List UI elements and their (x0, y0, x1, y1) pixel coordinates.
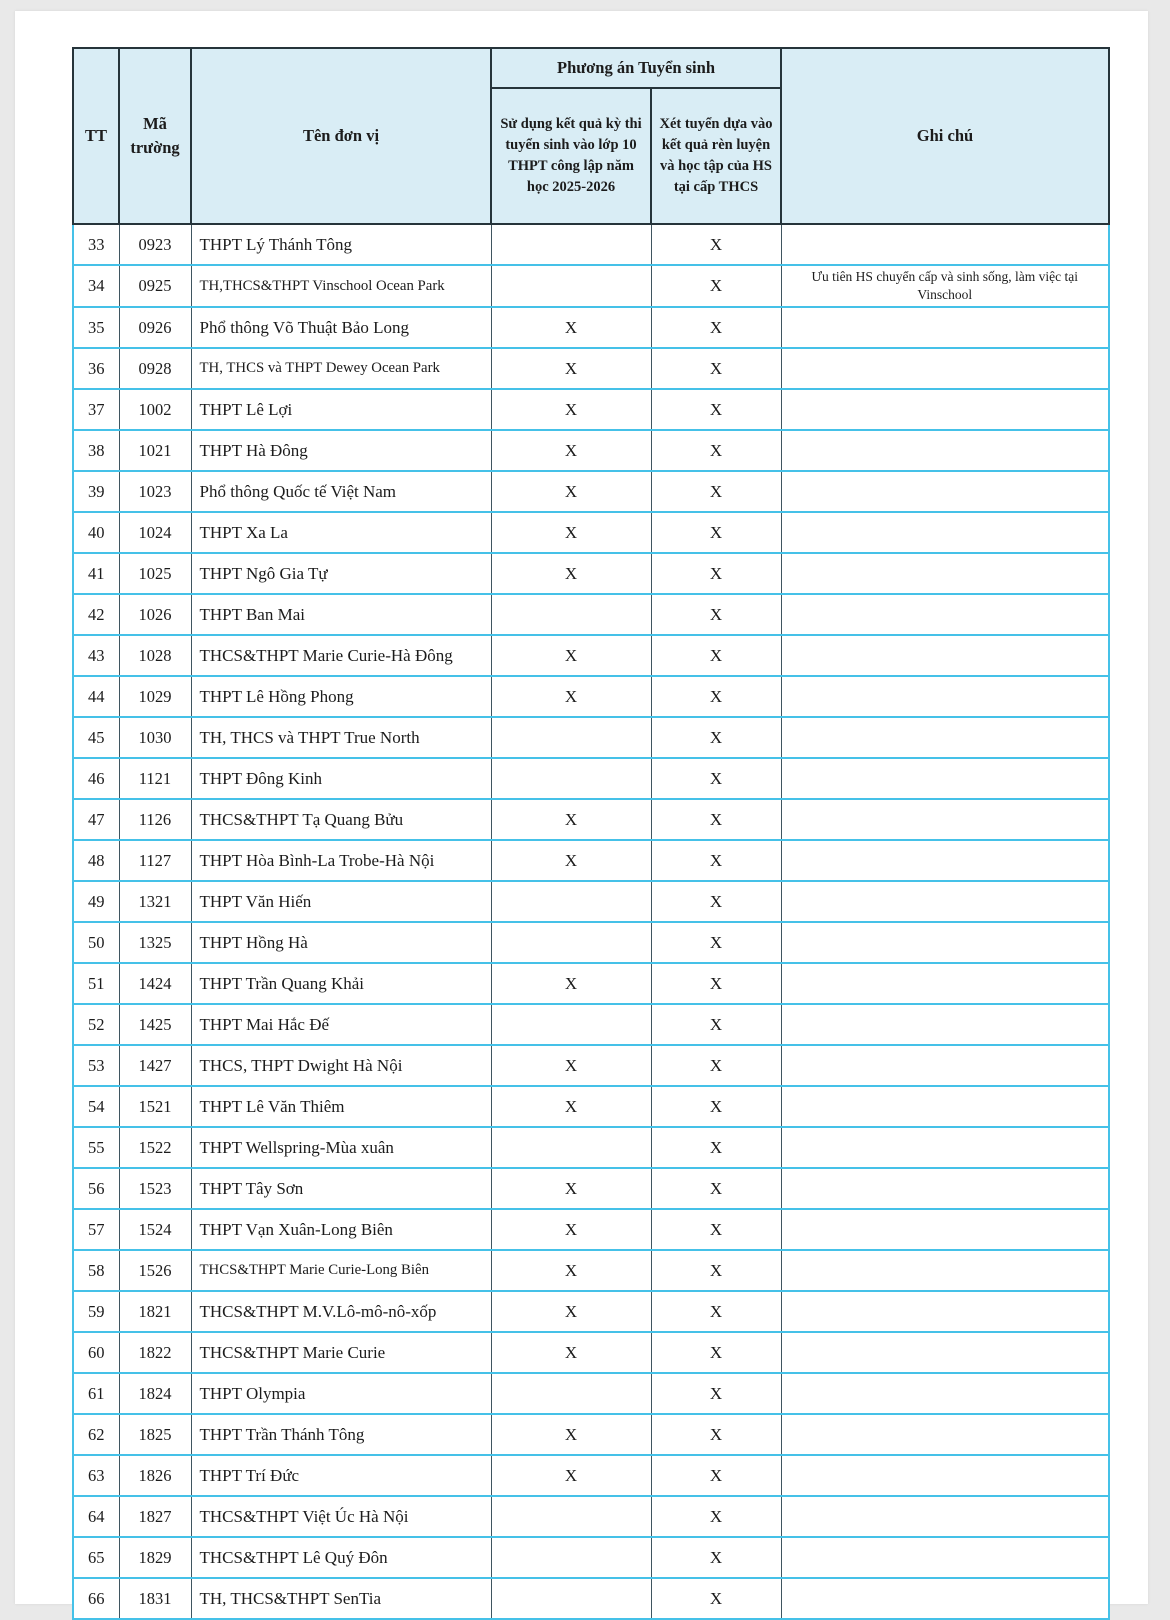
exam-mark-cell: X (491, 307, 651, 348)
school-code-cell: 1523 (119, 1168, 191, 1209)
table-row (73, 635, 1109, 676)
exam-mark-cell (491, 717, 651, 758)
exam-mark-cell: X (491, 512, 651, 553)
row-number-cell: 61 (73, 1373, 119, 1414)
row-number-cell: 41 (73, 553, 119, 594)
exam-mark-cell: X (491, 348, 651, 389)
review-mark-cell: X (651, 635, 781, 676)
school-name-cell: THPT Hà Đông (191, 430, 491, 471)
row-number-cell: 43 (73, 635, 119, 676)
school-code-cell: 1827 (119, 1496, 191, 1537)
school-name-cell: THPT Lê Hồng Phong (191, 676, 491, 717)
note-cell: Ưu tiên HS chuyển cấp và sinh sống, làm việc tại Vinschool (781, 265, 1109, 307)
table-row (73, 348, 1109, 389)
review-mark-cell: X (651, 1004, 781, 1045)
school-code-cell: 1522 (119, 1127, 191, 1168)
exam-mark-cell: X (491, 840, 651, 881)
table-row (73, 1578, 1109, 1619)
exam-mark-cell: X (491, 1291, 651, 1332)
exam-mark-cell: X (491, 553, 651, 594)
table-row (73, 1537, 1109, 1578)
school-name-cell: THPT Lê Văn Thiêm (191, 1086, 491, 1127)
table-row (73, 471, 1109, 512)
table-row (73, 553, 1109, 594)
row-number-cell: 64 (73, 1496, 119, 1537)
school-code-cell: 1821 (119, 1291, 191, 1332)
row-number-cell: 35 (73, 307, 119, 348)
review-mark-cell: X (651, 1209, 781, 1250)
table-row (73, 265, 1109, 307)
school-code-cell: 1425 (119, 1004, 191, 1045)
school-code-cell: 1002 (119, 389, 191, 430)
school-name-cell: THCS&THPT Marie Curie-Long Biên (191, 1250, 491, 1291)
school-code-cell: 1427 (119, 1045, 191, 1086)
row-number-cell: 38 (73, 430, 119, 471)
note-cell (781, 881, 1109, 922)
header-admission-group: Phương án Tuyển sinh (491, 48, 781, 88)
review-mark-cell: X (651, 389, 781, 430)
table-row (73, 389, 1109, 430)
school-code-cell: 0928 (119, 348, 191, 389)
school-name-cell: THCS&THPT Tạ Quang Bửu (191, 799, 491, 840)
table-row (73, 1209, 1109, 1250)
school-name-cell: THPT Lý Thánh Tông (191, 224, 491, 265)
note-cell (781, 307, 1109, 348)
header-note: Ghi chú (781, 48, 1109, 224)
review-mark-cell: X (651, 224, 781, 265)
school-name-cell: THCS&THPT Marie Curie (191, 1332, 491, 1373)
exam-mark-cell (491, 1537, 651, 1578)
school-name-cell: THPT Đông Kinh (191, 758, 491, 799)
exam-mark-cell (491, 1578, 651, 1619)
table-body (73, 224, 1109, 1619)
review-mark-cell: X (651, 265, 781, 307)
header-tt: TT (73, 48, 119, 224)
table-row (73, 1496, 1109, 1537)
row-number-cell: 62 (73, 1414, 119, 1455)
exam-mark-cell: X (491, 799, 651, 840)
table-row (73, 1045, 1109, 1086)
table-row (73, 512, 1109, 553)
row-number-cell: 48 (73, 840, 119, 881)
exam-mark-cell (491, 1373, 651, 1414)
note-cell (781, 471, 1109, 512)
exam-mark-cell (491, 265, 651, 307)
school-name-cell: THPT Wellspring-Mùa xuân (191, 1127, 491, 1168)
note-cell (781, 1127, 1109, 1168)
row-number-cell: 47 (73, 799, 119, 840)
row-number-cell: 63 (73, 1455, 119, 1496)
school-name-cell: THPT Trần Quang Khải (191, 963, 491, 1004)
table-row (73, 430, 1109, 471)
exam-mark-cell (491, 1496, 651, 1537)
school-name-cell: THCS, THPT Dwight Hà Nội (191, 1045, 491, 1086)
school-code-cell: 1521 (119, 1086, 191, 1127)
row-number-cell: 46 (73, 758, 119, 799)
table-row (73, 1291, 1109, 1332)
school-name-cell: THPT Olympia (191, 1373, 491, 1414)
exam-mark-cell: X (491, 1332, 651, 1373)
school-code-cell: 0925 (119, 265, 191, 307)
review-mark-cell: X (651, 758, 781, 799)
row-number-cell: 60 (73, 1332, 119, 1373)
review-mark-cell: X (651, 1414, 781, 1455)
header-review-method: Xét tuyển dựa vào kết quả rèn luyện và học tập của HS tại cấp THCS (651, 88, 781, 224)
row-number-cell: 52 (73, 1004, 119, 1045)
exam-mark-cell (491, 922, 651, 963)
school-name-cell: THPT Trần Thánh Tông (191, 1414, 491, 1455)
exam-mark-cell (491, 1004, 651, 1045)
school-name-cell: THPT Lê Lợi (191, 389, 491, 430)
table-row (73, 963, 1109, 1004)
table-row (73, 1250, 1109, 1291)
review-mark-cell: X (651, 1496, 781, 1537)
note-cell (781, 1332, 1109, 1373)
school-name-cell: TH, THCS&THPT SenTia (191, 1578, 491, 1619)
exam-mark-cell (491, 1127, 651, 1168)
school-code-cell: 1825 (119, 1414, 191, 1455)
table-row (73, 1414, 1109, 1455)
row-number-cell: 40 (73, 512, 119, 553)
table-row (73, 1455, 1109, 1496)
review-mark-cell: X (651, 1168, 781, 1209)
row-number-cell: 33 (73, 224, 119, 265)
review-mark-cell: X (651, 1332, 781, 1373)
review-mark-cell: X (651, 840, 781, 881)
table-row (73, 922, 1109, 963)
review-mark-cell: X (651, 348, 781, 389)
school-code-cell: 1829 (119, 1537, 191, 1578)
exam-mark-cell: X (491, 1414, 651, 1455)
row-number-cell: 45 (73, 717, 119, 758)
row-number-cell: 58 (73, 1250, 119, 1291)
school-name-cell: THPT Mai Hắc Đế (191, 1004, 491, 1045)
review-mark-cell: X (651, 1578, 781, 1619)
table-header (73, 48, 1109, 224)
school-code-cell: 1029 (119, 676, 191, 717)
school-name-cell: THPT Văn Hiến (191, 881, 491, 922)
school-code-cell: 1121 (119, 758, 191, 799)
review-mark-cell: X (651, 799, 781, 840)
review-mark-cell: X (651, 430, 781, 471)
exam-mark-cell: X (491, 389, 651, 430)
exam-mark-cell: X (491, 676, 651, 717)
note-cell (781, 348, 1109, 389)
note-cell (781, 389, 1109, 430)
review-mark-cell: X (651, 553, 781, 594)
school-name-cell: THCS&THPT Marie Curie-Hà Đông (191, 635, 491, 676)
row-number-cell: 50 (73, 922, 119, 963)
exam-mark-cell (491, 881, 651, 922)
school-code-cell: 1526 (119, 1250, 191, 1291)
row-number-cell: 36 (73, 348, 119, 389)
note-cell (781, 430, 1109, 471)
row-number-cell: 59 (73, 1291, 119, 1332)
row-number-cell: 55 (73, 1127, 119, 1168)
exam-mark-cell (491, 594, 651, 635)
exam-mark-cell: X (491, 1045, 651, 1086)
school-code-cell: 1321 (119, 881, 191, 922)
note-cell (781, 840, 1109, 881)
school-name-cell: THPT Xa La (191, 512, 491, 553)
row-number-cell: 51 (73, 963, 119, 1004)
review-mark-cell: X (651, 1291, 781, 1332)
exam-mark-cell (491, 758, 651, 799)
note-cell (781, 1291, 1109, 1332)
note-cell (781, 676, 1109, 717)
school-code-cell: 1028 (119, 635, 191, 676)
table-row (73, 758, 1109, 799)
review-mark-cell: X (651, 512, 781, 553)
school-name-cell: Phổ thông Võ Thuật Bảo Long (191, 307, 491, 348)
exam-mark-cell: X (491, 1168, 651, 1209)
school-name-cell: THPT Hồng Hà (191, 922, 491, 963)
note-cell (781, 1004, 1109, 1045)
table-row (73, 799, 1109, 840)
table-row (73, 307, 1109, 348)
note-cell (781, 553, 1109, 594)
review-mark-cell: X (651, 1373, 781, 1414)
header-school-code: Mã trường (119, 48, 191, 224)
review-mark-cell: X (651, 1250, 781, 1291)
school-code-cell: 1024 (119, 512, 191, 553)
table-row (73, 224, 1109, 265)
note-cell (781, 799, 1109, 840)
note-cell (781, 758, 1109, 799)
school-code-cell: 0926 (119, 307, 191, 348)
note-cell (781, 1250, 1109, 1291)
review-mark-cell: X (651, 1127, 781, 1168)
school-name-cell: Phổ thông Quốc tế Việt Nam (191, 471, 491, 512)
exam-mark-cell: X (491, 430, 651, 471)
row-number-cell: 44 (73, 676, 119, 717)
school-name-cell: THPT Ngô Gia Tự (191, 553, 491, 594)
review-mark-cell: X (651, 963, 781, 1004)
row-number-cell: 54 (73, 1086, 119, 1127)
review-mark-cell: X (651, 1537, 781, 1578)
review-mark-cell: X (651, 676, 781, 717)
header-school-name: Tên đơn vị (191, 48, 491, 224)
table-row (73, 881, 1109, 922)
note-cell (781, 224, 1109, 265)
review-mark-cell: X (651, 881, 781, 922)
row-number-cell: 57 (73, 1209, 119, 1250)
school-name-cell: THPT Tây Sơn (191, 1168, 491, 1209)
note-cell (781, 963, 1109, 1004)
school-code-cell: 1127 (119, 840, 191, 881)
school-code-cell: 1424 (119, 963, 191, 1004)
school-code-cell: 1822 (119, 1332, 191, 1373)
school-code-cell: 1831 (119, 1578, 191, 1619)
school-code-cell: 1021 (119, 430, 191, 471)
row-number-cell: 42 (73, 594, 119, 635)
school-name-cell: THCS&THPT Lê Quý Đôn (191, 1537, 491, 1578)
school-name-cell: TH, THCS và THPT Dewey Ocean Park (191, 348, 491, 389)
note-cell (781, 1414, 1109, 1455)
note-cell (781, 1209, 1109, 1250)
review-mark-cell: X (651, 717, 781, 758)
exam-mark-cell (491, 224, 651, 265)
table-row (73, 840, 1109, 881)
school-name-cell: THCS&THPT Việt Úc Hà Nội (191, 1496, 491, 1537)
header-exam-method: Sử dụng kết quả kỳ thi tuyển sinh vào lớp 10 THPT công lập năm học 2025-2026 (491, 88, 651, 224)
school-code-cell: 1126 (119, 799, 191, 840)
table-row (73, 1004, 1109, 1045)
exam-mark-cell: X (491, 635, 651, 676)
row-number-cell: 53 (73, 1045, 119, 1086)
table-row (73, 1168, 1109, 1209)
review-mark-cell: X (651, 594, 781, 635)
note-cell (781, 594, 1109, 635)
row-number-cell: 39 (73, 471, 119, 512)
school-code-cell: 1824 (119, 1373, 191, 1414)
exam-mark-cell: X (491, 963, 651, 1004)
exam-mark-cell: X (491, 1086, 651, 1127)
note-cell (781, 1537, 1109, 1578)
school-name-cell: TH,THCS&THPT Vinschool Ocean Park (191, 265, 491, 307)
row-number-cell: 49 (73, 881, 119, 922)
note-cell (781, 1373, 1109, 1414)
note-cell (781, 512, 1109, 553)
school-name-cell: THPT Hòa Bình-La Trobe-Hà Nội (191, 840, 491, 881)
note-cell (781, 635, 1109, 676)
school-code-cell: 1524 (119, 1209, 191, 1250)
row-number-cell: 65 (73, 1537, 119, 1578)
note-cell (781, 1168, 1109, 1209)
review-mark-cell: X (651, 1045, 781, 1086)
note-cell (781, 1455, 1109, 1496)
review-mark-cell: X (651, 1455, 781, 1496)
note-cell (781, 922, 1109, 963)
school-name-cell: TH, THCS và THPT True North (191, 717, 491, 758)
table-row (73, 1373, 1109, 1414)
school-code-cell: 1025 (119, 553, 191, 594)
school-code-cell: 0923 (119, 224, 191, 265)
review-mark-cell: X (651, 922, 781, 963)
school-name-cell: THPT Ban Mai (191, 594, 491, 635)
exam-mark-cell: X (491, 1455, 651, 1496)
table-row (73, 594, 1109, 635)
school-code-cell: 1325 (119, 922, 191, 963)
table-row (73, 1127, 1109, 1168)
row-number-cell: 37 (73, 389, 119, 430)
exam-mark-cell: X (491, 1250, 651, 1291)
note-cell (781, 1045, 1109, 1086)
school-name-cell: THPT Vạn Xuân-Long Biên (191, 1209, 491, 1250)
exam-mark-cell: X (491, 1209, 651, 1250)
review-mark-cell: X (651, 471, 781, 512)
admission-table (72, 47, 1110, 1620)
note-cell (781, 1086, 1109, 1127)
note-cell (781, 1578, 1109, 1619)
row-number-cell: 34 (73, 265, 119, 307)
school-code-cell: 1826 (119, 1455, 191, 1496)
note-cell (781, 717, 1109, 758)
table-row (73, 1086, 1109, 1127)
school-code-cell: 1030 (119, 717, 191, 758)
school-code-cell: 1026 (119, 594, 191, 635)
document-page (15, 11, 1148, 1608)
school-name-cell: THCS&THPT M.V.Lô-mô-nô-xốp (191, 1291, 491, 1332)
row-number-cell: 66 (73, 1578, 119, 1619)
review-mark-cell: X (651, 307, 781, 348)
exam-mark-cell: X (491, 471, 651, 512)
school-code-cell: 1023 (119, 471, 191, 512)
note-cell (781, 1496, 1109, 1537)
table-row (73, 1332, 1109, 1373)
table-row (73, 717, 1109, 758)
table-row (73, 676, 1109, 717)
row-number-cell: 56 (73, 1168, 119, 1209)
school-name-cell: THPT Trí Đức (191, 1455, 491, 1496)
review-mark-cell: X (651, 1086, 781, 1127)
